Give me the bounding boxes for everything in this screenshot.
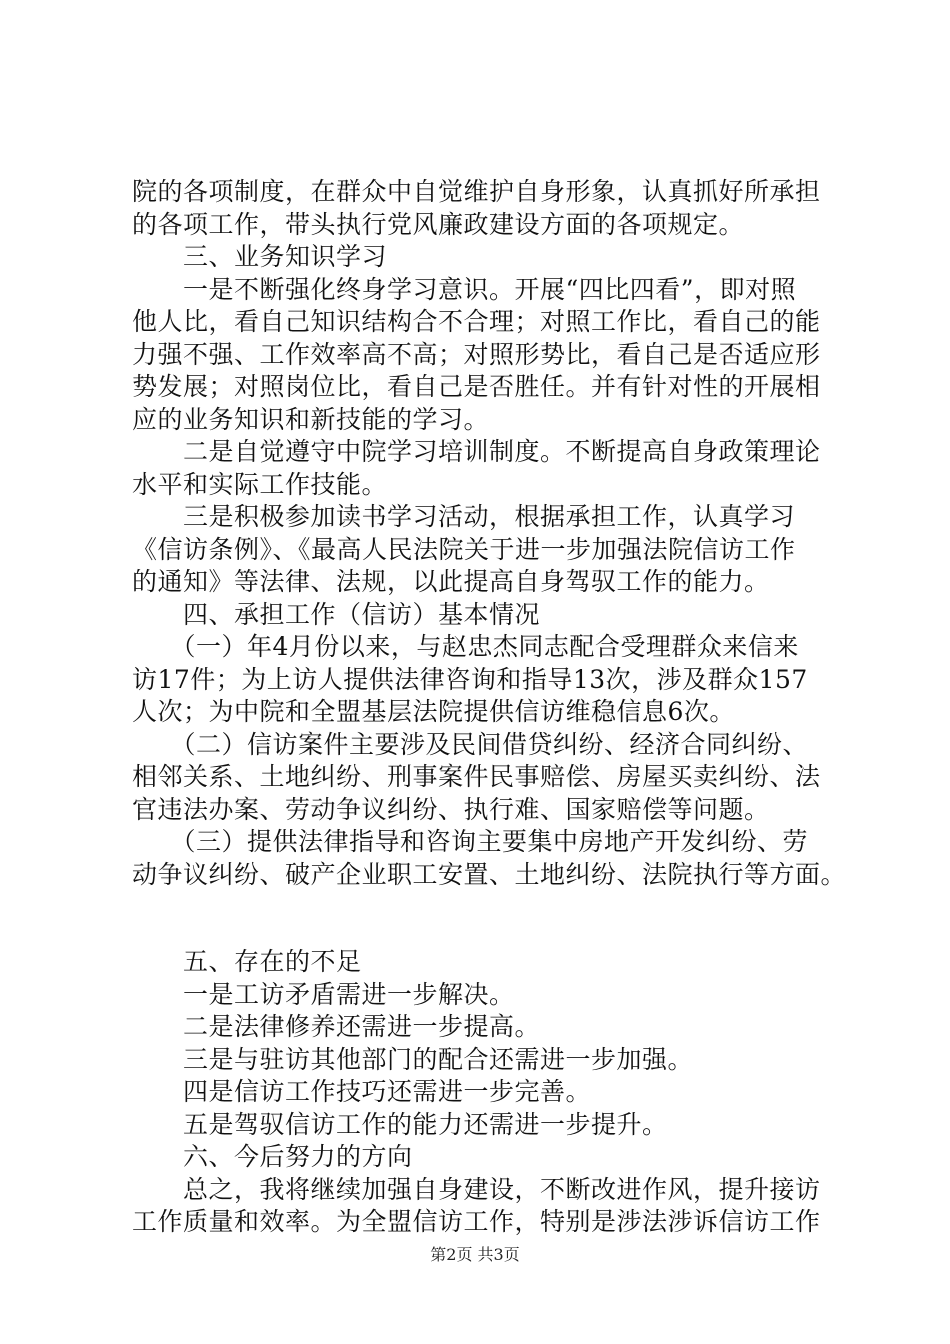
text-line: 相邻关系、土地纠纷、刑事案件民事赔偿、房屋买卖纠纷、法 [132, 762, 821, 791]
text-line: 的通知》等法律、法规，以此提高自身驾驭工作的能力。 [132, 567, 770, 596]
section-heading: 四、承担工作（信访）基本情况 [132, 599, 541, 629]
section-heading: 三、业务知识学习 [132, 242, 388, 271]
text-line: 的各项工作，带头执行党风廉政建设方面的各项规定。 [132, 209, 745, 239]
text-line: （二）信访案件主要涉及民间借贷纠纷、经济合同纠纷、 [132, 729, 809, 759]
section-heading: 五、存在的不足 [132, 947, 362, 976]
text-line: 《信访条例》、《最高人民法院关于进一步加强法院信访工作 [132, 534, 796, 564]
text-line: 总之，我将继续加强自身建设，不断改进作风，提升接访 [132, 1174, 821, 1204]
text-line: 四是信访工作技巧还需进一步完善。 [132, 1077, 592, 1106]
section-heading: 六、今后努力的方向 [132, 1142, 413, 1171]
page-number-footer: 第2页 共3页 [430, 1245, 520, 1264]
text-line: 工作质量和效率。为全盟信访工作，特别是涉法涉诉信访工作 [132, 1207, 821, 1236]
text-line: 他人比，看自己知识结构合不合理；对照工作比，看自己的能 [132, 307, 821, 336]
text-line: 官违法办案、劳动争议纠纷、执行难、国家赔偿等问题。 [132, 794, 770, 824]
paragraph-gap [132, 891, 837, 946]
text-line: （一）年4月份以来，与赵忠杰同志配合受理群众来信来 [132, 632, 799, 661]
text-line: 二是自觉遵守中院学习培训制度。不断提高自身政策理论 [132, 437, 821, 466]
text-line: 一是不断强化终身学习意识。开展“四比四看”，即对照 [132, 274, 797, 304]
text-line: 五是驾驭信访工作的能力还需进一步提升。 [132, 1109, 668, 1139]
text-line: 院的各项制度，在群众中自觉维护自身形象，认真抓好所承担 [132, 177, 821, 206]
text-line: 应的业务知识和新技能的学习。 [132, 404, 490, 434]
text-line: 访17件；为上访人提供法律咨询和指导13次，涉及群众157 [132, 664, 808, 694]
text-line: 动争议纠纷、破产企业职工安置、土地纠纷、法院执行等方面。 [132, 859, 847, 889]
text-line: 一是工访矛盾需进一步解决。 [132, 979, 515, 1009]
text-line: （三）提供法律指导和咨询主要集中房地产开发纠纷、劳 [132, 827, 809, 856]
text-line: 力强不强、工作效率高不高；对照形势比，看自己是否适应形 [132, 339, 821, 369]
text-line: 三是积极参加读书学习活动，根据承担工作，认真学习 [132, 502, 796, 531]
text-line: 二是法律修养还需进一步提高。 [132, 1012, 541, 1041]
text-line: 三是与驻访其他部门的配合还需进一步加强。 [132, 1044, 694, 1074]
text-line: 人次；为中院和全盟基层法院提供信访维稳信息6次。 [132, 697, 735, 726]
text-line: 水平和实际工作技能。 [132, 469, 388, 499]
text-line: 势发展；对照岗位比，看自己是否胜任。并有针对性的开展相 [132, 372, 821, 401]
body-text [132, 176, 847, 1239]
